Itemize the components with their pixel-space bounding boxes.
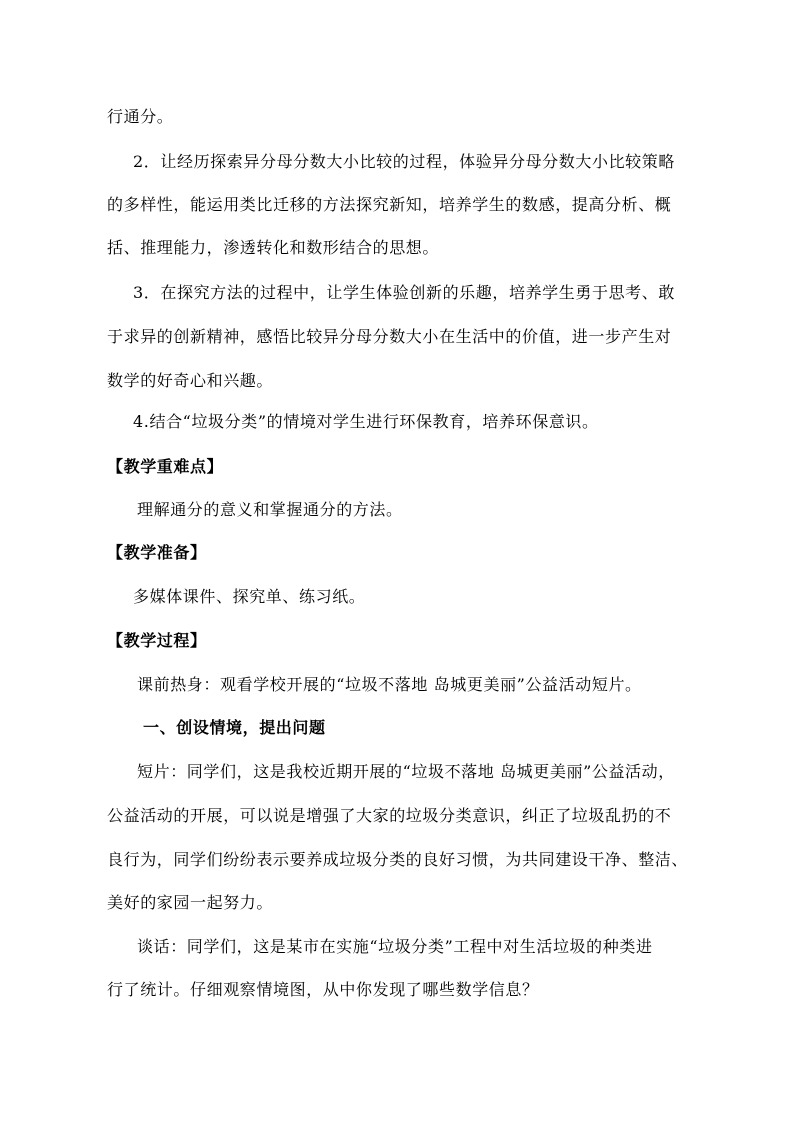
section-heading-preparation: 【教学准备】 (107, 543, 207, 562)
objective-2-line-1: 2．让经历探索异分母分数大小比较的过程，体验异分母分数大小比较策略 (133, 152, 675, 171)
objective-3-line-3: 数学的好奇心和兴趣。 (107, 371, 274, 390)
objective-2-line-3: 括、推理能力，渗透转化和数形结合的思想。 (107, 238, 440, 257)
warmup-text: 课前热身：观看学校开展的“垃圾不落地 岛城更美丽”公益活动短片。 (137, 675, 642, 694)
objective-3-line-1: 3．在探究方法的过程中，让学生体验创新的乐趣，培养学生勇于思考、敢 (133, 283, 675, 302)
paragraph-line: 行通分。 (107, 107, 174, 126)
preparation-text: 多媒体课件、探究单、练习纸。 (133, 587, 366, 606)
section-heading-process: 【教学过程】 (107, 631, 207, 650)
step-one-heading: 一、创设情境，提出问题 (143, 718, 326, 737)
video-paragraph-line-2: 公益活动的开展，可以说是增强了大家的垃圾分类意识，纠正了垃圾乱扔的不 (107, 806, 672, 825)
section-heading-key-points: 【教学重难点】 (107, 457, 224, 476)
objective-3-line-2: 于求异的创新精神，感悟比较异分母分数大小在生活中的价值，进一步产生对 (107, 327, 672, 346)
video-paragraph-line-3: 良行为，同学们纷纷表示要养成垃圾分类的良好习惯，为共同建设干净、整洁、 (107, 850, 689, 869)
video-paragraph-line-4: 美好的家园一起努力。 (107, 893, 274, 912)
objective-2-line-2: 的多样性，能运用类比迁移的方法探究新知，培养学生的数感，提高分析、概 (107, 195, 672, 214)
key-points-text: 理解通分的意义和掌握通分的方法。 (137, 500, 403, 519)
talk-paragraph-line-2: 行了统计。仔细观察情境图，从中你发现了哪些数学信息？ (107, 980, 539, 999)
talk-paragraph-line-1: 谈话：同学们，这是某市在实施“垃圾分类”工程中对生活垃圾的种类进 (137, 937, 653, 956)
objective-4-line: 4.结合“垃圾分类”的情境对学生进行环保教育，培养环保意识。 (133, 412, 599, 431)
video-paragraph-line-1: 短片：同学们，这是我校近期开展的“垃圾不落地 岛城更美丽”公益活动， (137, 762, 675, 781)
